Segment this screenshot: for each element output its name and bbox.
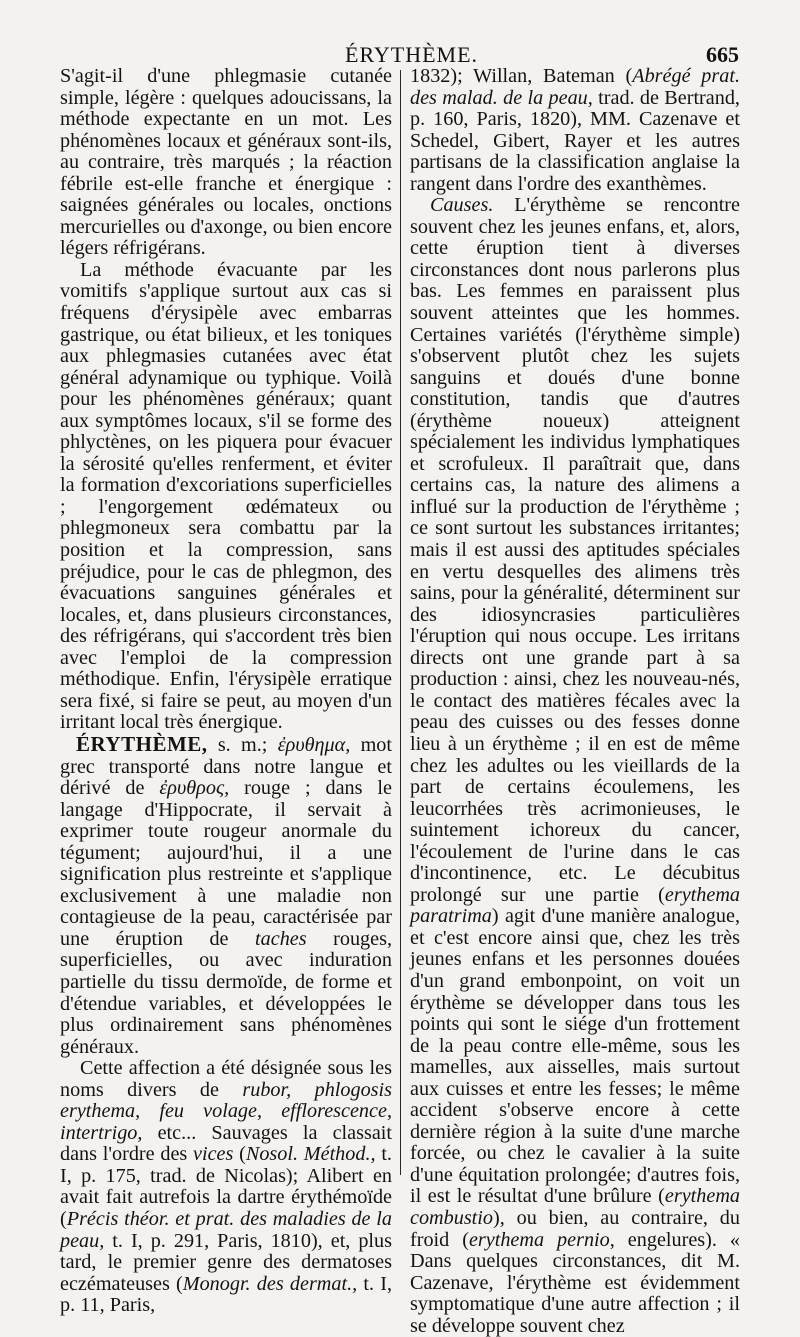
term-pernio: erythema pernio (468, 1228, 610, 1251)
paragraph-evacuant-method: La méthode évacuante par les vomitifs s'applique surtout aux cas si fréquens d'érysipèle avec embarras gastrique, ou état bilieux, et les toniques aux phlegmasies cutanées avec état général adynamique ou typhique. Voilà pour les phénomènes généraux; quant aux symptômes locaux, s'il se forme des phlyctènes, on les piquera pour évacuer la sérosité qu'elles renferment, et éviter la formation d'excoriations superficielles ; l'engorgement œdémateux ou phlegmoneux sera combattu par la position et la compression, sans préjudice, pour le cas de phlegmon, des évacuations sanguines générales et locales, et, dans plusieurs circonstances, des réfrigérans, qui s'accordent très bien avec l'emploi de la compression méthodique. Enfin, l'érysipèle erratique sera fixé, si faire se peut, au moyen d'un irritant local très énergique. (60, 258, 392, 734)
synonyms-text-5: t. I, p. 291, Paris, 1810), et, plus tard, le premier genre des dermatoses eczémateuses ( (60, 1229, 392, 1295)
synonyms-text-2: etc... Sauvages la classait dans l'ordre des (60, 1121, 392, 1166)
causes-text-4: , engelures). « Dans quelques circonstances, dit M. Cazenave, l'érythème est évidemment symptomatique d'une autre affection ; il se développe souvent chez (410, 1228, 740, 1337)
synonyms-text-6: t. I, p. 11, Paris, (60, 1272, 392, 1317)
citation-monogr: Monogr. des dermat., (182, 1272, 358, 1295)
causes-heading: Causes. (430, 194, 494, 217)
right-column (410, 65, 740, 1337)
entry-text-1: mot grec transporté dans notre langue et dérivé de (60, 733, 393, 800)
paragraph-classification (410, 66, 740, 195)
paragraph-treatment-intro: S'agit-il d'une phlegmasie cutanée simple, légère : quelques adoucissans, la méthode expectante en un mot. Les phénomènes locaux et généraux sont-ils, au contraire, très marqués ; la réaction fébrile est-elle franche et énergique : saignées générales ou locales, onctions mercurielles ou d'axonge, ou bien encore légers réfrigérans. (60, 65, 392, 260)
dictionary-entry-erytheme (60, 731, 393, 1058)
classification-text-1: 1832); Willan, Bateman ( (410, 65, 633, 87)
greek-word-1: ἐρυθημα, (277, 733, 351, 756)
entry-text-3: rouges, superficielles, ou avec induration partielle du tissu dermoïde, de forme et d'étendue variables, et développées le plus ordinairement sans phénomènes généraux. (60, 927, 392, 1058)
synonyms-text-1: Cette affection a été désignée sous les noms divers de (60, 1057, 392, 1101)
column-divider (400, 70, 401, 1175)
synonyms-vices: vices (193, 1143, 234, 1166)
greek-word-2: ἐρυθρος, (159, 777, 230, 800)
entry-gender: s. m.; (207, 733, 268, 756)
synonyms-text-3: ( (233, 1143, 246, 1166)
causes-text-3: ), ou bien, au contraire, du froid ( (410, 1206, 740, 1251)
entry-taches: taches (255, 927, 307, 950)
classification-text-2: trad. de Bertrand, p. 160, Paris, 1820), MM. Cazenave et Schedel, Gibert, Rayer et les autres partisans de la classification anglaise la rangent dans l'ordre des exanthèmes. (410, 86, 740, 195)
causes-text-2: ) agit d'une manière analogue, et c'est encore ainsi que, chez les très jeunes enfans et les personnes douées d'un grand embonpoint, on voit un érythème se développer dans tous les points qui sont le siége d'un frottement de la peau contre elle-même, sous les mamelles, aux aisselles, mais surtout aux cuisses et entre les fesses; le même accident s'observe encore à cette dernière région à la suite d'une marche forcée, ou chez le cavalier à la suite d'une équitation prolongée; d'autres fois, il est le résultat d'une brûlure ( (410, 905, 740, 1208)
running-title: ÉRYTHÈME. (345, 42, 479, 67)
page-number: 665 (706, 42, 739, 67)
synonyms-terms: rubor, phlogosis erythema, feu volage, efflorescence, intertrigo, (60, 1078, 393, 1144)
left-column (60, 65, 393, 1317)
synonyms-text-4: t. I, p. 175, trad. de Nicolas); Alibert en avait fait autrefois la dartre érythémoïde ( (60, 1143, 392, 1230)
citation-abrege: Abrégé prat. des malad. de la peau, (410, 65, 740, 109)
citation-nosol: Nosol. Méthod., (245, 1143, 376, 1166)
paragraph-causes (410, 195, 740, 1337)
entry-headword: ÉRYTHÈME, (76, 731, 208, 756)
term-paratrima: erythema paratrima (410, 883, 740, 928)
citation-precis: Précis théor. et prat. des maladies de la peau, (60, 1207, 392, 1252)
causes-text-1: L'érythème se rencontre souvent chez les jeunes enfans, et, alors, cette éruption tient à diverses circonstances dont nous parlerons plus bas. Les femmes en paraissent plus souvent atteintes que les hommes. Certaines variétés (l'érythème simple) s'observent plutôt chez les sujets sanguins et doués d'une bonne constitution, tandis que d'autres (érythème noueux) atteignent spécialement les individus lymphatiques et scrofuleux. Il paraîtrait que, dans certains cas, la nature des alimens a influé sur la production de l'érythème ; ce sont surtout les substances irritantes; mais il est aussi des aptitudes spéciales en vertu desquelles des alimens très sains, pour la généralité, déterminent sur des idiosyncrasies particulières l'éruption qui nous occupe. Les irritans directs ont une grande part à sa production : ainsi, chez les nouveau-nés, le contact des matières fécales avec la peau des cuisses ou des fesses donne lieu à un érythème ; il en est de même chez les adultes ou les vieillards de la part de certains écoulemens, les leucorrhées très acrimonieuses, le suintement ichoreux du cancer, l'écoulement de l'urine dans le cas d'incontinence, etc. Le décubitus prolongé sur une partie ( (410, 194, 740, 906)
entry-text-2: rouge ; dans le langage d'Hippocrate, il servait à exprimer toute rougeur anormale du tégument; aujourd'hui, il a une signification plus restreinte et s'applique exclusivement à une maladie non contagieuse de la peau, caractérisée par une éruption de (60, 777, 392, 950)
term-combustio: erythema combustio (410, 1185, 740, 1229)
paragraph-synonyms (60, 1058, 392, 1317)
